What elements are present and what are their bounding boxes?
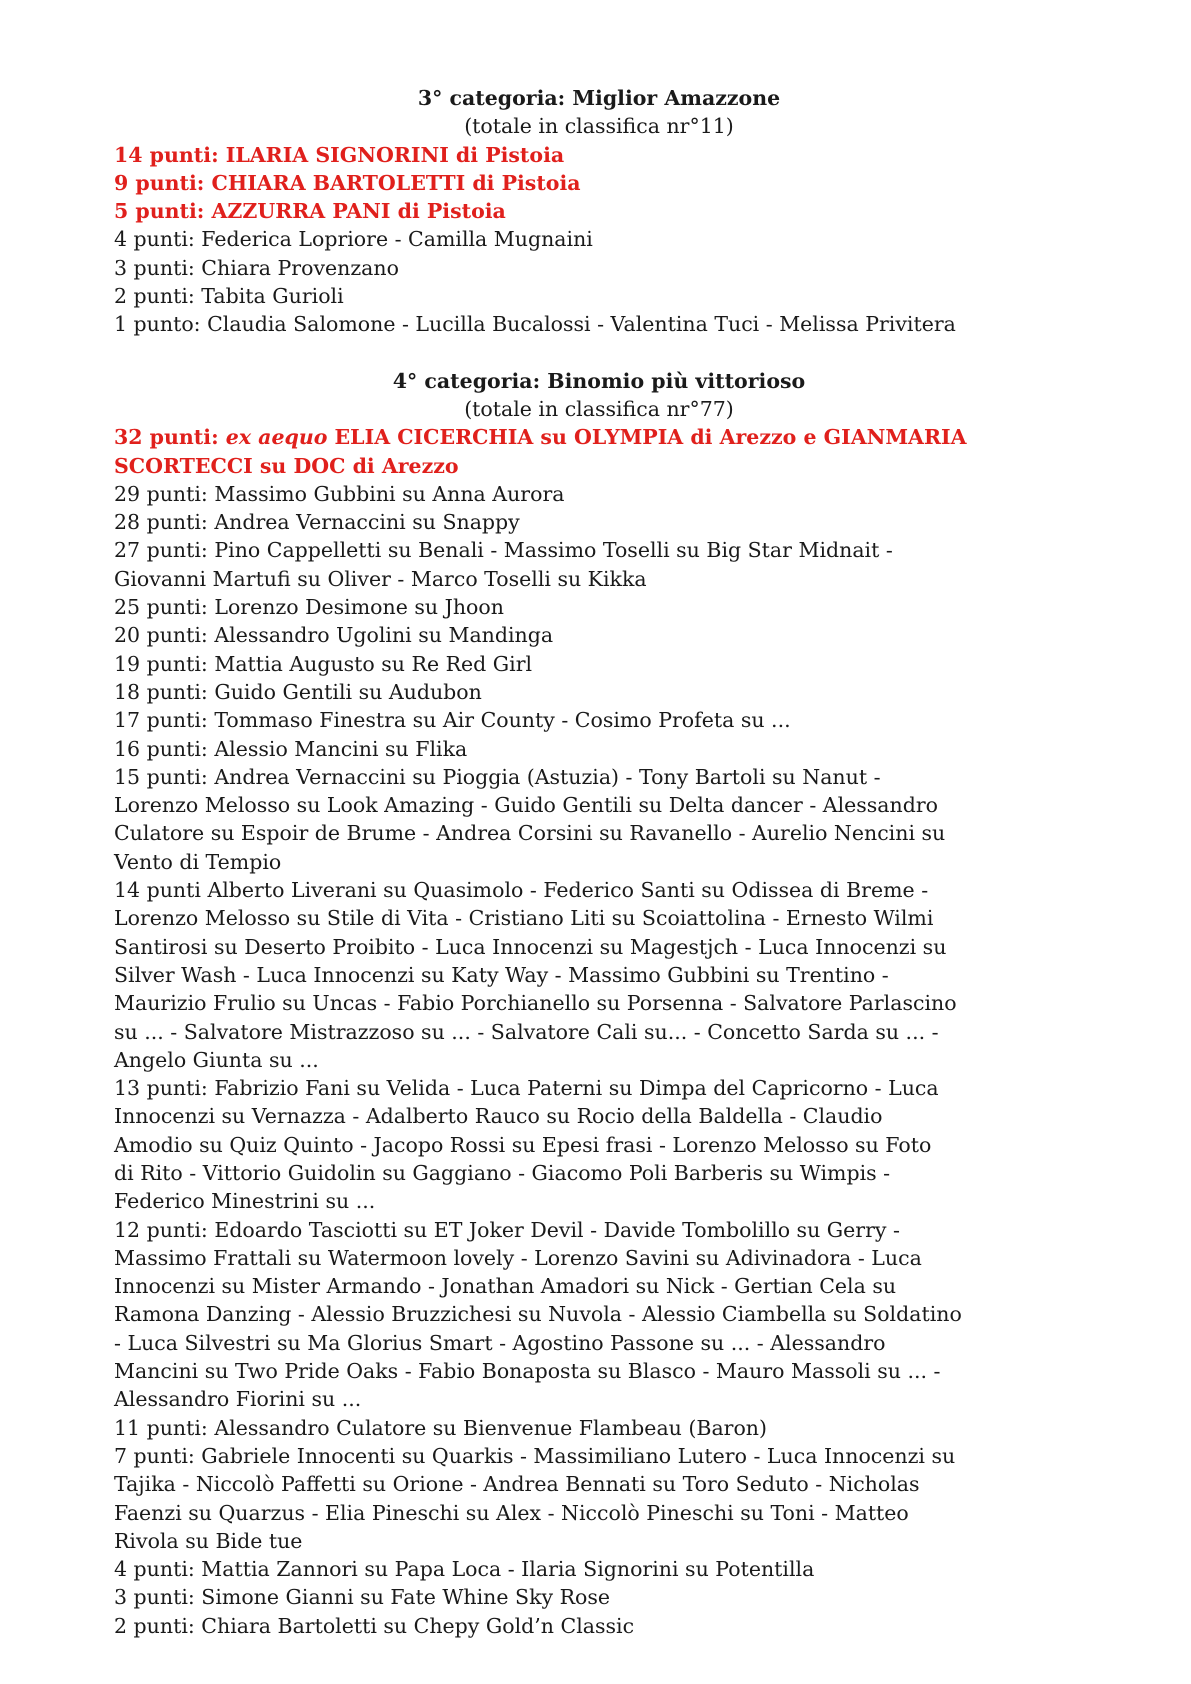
ranking-line: Rivola su Bide tue bbox=[114, 1528, 303, 1553]
section-heading: 3° categoria: Miglior Amazzone bbox=[417, 86, 781, 110]
winner-line: SCORTECCI su DOC di Arezzo bbox=[114, 453, 459, 478]
ranking-line: 19 punti: Mattia Augusto su Re Red Girl bbox=[114, 651, 533, 676]
ranking-line: - Luca Silvestri su Ma Glorius Smart - Agostino Passone su ... - Alessandro bbox=[114, 1330, 886, 1355]
ranking-line: 27 punti: Pino Cappelletti su Benali - Massimo Toselli su Big Star Midnait - bbox=[114, 538, 893, 563]
ranking-line: Amodio su Quiz Quinto - Jacopo Rossi su Epesi frasi - Lorenzo Melosso su Foto bbox=[114, 1132, 932, 1157]
ranking-line: di Rito - Vittorio Guidolin su Gaggiano - Giacomo Poli Barberis su Wimpis - bbox=[114, 1160, 891, 1185]
section-category-4 bbox=[114, 367, 1084, 1640]
winner-points: 32 punti: bbox=[114, 425, 226, 450]
winner-line bbox=[114, 423, 1084, 451]
ranking-line: 25 punti: Lorenzo Desimone su Jhoon bbox=[114, 595, 504, 620]
ranking-line: 11 punti: Alessandro Culatore su Bienvenue Flambeau (Baron) bbox=[114, 1415, 768, 1440]
section-category-3 bbox=[114, 84, 1084, 339]
ranking-line: 4 punti: Federica Lopriore - Camilla Mugnaini bbox=[114, 227, 593, 252]
ranking-line: 1 punto: Claudia Salomone - Lucilla Bucalossi - Valentina Tuci - Melissa Privitera bbox=[114, 312, 956, 337]
ranking-line: Faenzi su Quarzus - Elia Pineschi su Alex - Niccolò Pineschi su Toni - Matteo bbox=[114, 1500, 909, 1525]
section-heading: 4° categoria: Binomio più vittorioso bbox=[392, 368, 806, 393]
ranking-line: Mancini su Two Pride Oaks - Fabio Bonaposta su Blasco - Mauro Massoli su ... - bbox=[114, 1359, 941, 1384]
section-subheading: (totale in classifica nr°11) bbox=[464, 114, 734, 139]
ranking-line: Alessandro Fiorini su ... bbox=[114, 1387, 362, 1412]
ranking-line: Silver Wash - Luca Innocenzi su Katy Way - Massimo Gubbini su Trentino - bbox=[114, 962, 889, 987]
winner-line: 5 punti: AZZURRA PANI di Pistoia bbox=[114, 199, 506, 224]
ranking-line: 2 punti: Tabita Gurioli bbox=[114, 284, 344, 309]
ranking-line: 13 punti: Fabrizio Fani su Velida - Luca Paterni su Dimpa del Capricorno - Luca bbox=[114, 1076, 939, 1101]
ex-aequo-text: ex aequo bbox=[225, 425, 328, 450]
ranking-line: 18 punti: Guido Gentili su Audubon bbox=[114, 679, 482, 704]
ranking-line: Federico Minestrini su ... bbox=[114, 1189, 376, 1214]
ranking-line: Tajika - Niccolò Paffetti su Orione - Andrea Bennati su Toro Seduto - Nicholas bbox=[114, 1472, 920, 1497]
ranking-line: Vento di Tempio bbox=[114, 849, 282, 874]
ranking-line: Culatore su Espoir de Brume - Andrea Corsini su Ravanello - Aurelio Nencini su bbox=[114, 821, 946, 846]
ranking-line: Massimo Frattali su Watermoon lovely - Lorenzo Savini su Adivinadora - Luca bbox=[114, 1245, 922, 1270]
ranking-line: Maurizio Frulio su Uncas - Fabio Porchianello su Porsenna - Salvatore Parlascino bbox=[114, 991, 957, 1016]
ranking-line: Santirosi su Deserto Proibito - Luca Innocenzi su Magestjch - Luca Innocenzi su bbox=[114, 934, 947, 959]
ranking-line: 2 punti: Chiara Bartoletti su Chepy Gold’n Classic bbox=[114, 1613, 635, 1638]
winner-names: ELIA CICERCHIA su OLYMPIA di Arezzo e GIANMARIA bbox=[327, 425, 967, 450]
ranking-line: Ramona Danzing - Alessio Bruzzichesi su Nuvola - Alessio Ciambella su Soldatino bbox=[114, 1302, 962, 1327]
document-content bbox=[114, 84, 1084, 1640]
winner-line: 14 punti: ILARIA SIGNORINI di Pistoia bbox=[114, 142, 565, 167]
ranking-line: 29 punti: Massimo Gubbini su Anna Aurora bbox=[114, 481, 565, 506]
ranking-line: 16 punti: Alessio Mancini su Flika bbox=[114, 736, 468, 761]
winner-line: 9 punti: CHIARA BARTOLETTI di Pistoia bbox=[114, 170, 581, 195]
ranking-line: su ... - Salvatore Mistrazzoso su ... - Salvatore Cali su... - Concetto Sarda su ... - bbox=[114, 1019, 939, 1044]
ranking-line: Lorenzo Melosso su Look Amazing - Guido Gentili su Delta dancer - Alessandro bbox=[114, 793, 938, 818]
ranking-line: 3 punti: Simone Gianni su Fate Whine Sky Rose bbox=[114, 1585, 611, 1610]
ranking-line: 14 punti Alberto Liverani su Quasimolo - Federico Santi su Odissea di Breme - bbox=[114, 878, 929, 903]
ranking-line: 7 punti: Gabriele Innocenti su Quarkis - Massimiliano Lutero - Luca Innocenzi su bbox=[114, 1443, 956, 1468]
section-spacer bbox=[114, 339, 1084, 367]
ranking-line: 28 punti: Andrea Vernaccini su Snappy bbox=[114, 510, 520, 535]
ranking-line: Innocenzi su Vernazza - Adalberto Rauco su Rocio della Baldella - Claudio bbox=[114, 1104, 883, 1129]
ranking-line: Lorenzo Melosso su Stile di Vita - Cristiano Liti su Scoiattolina - Ernesto Wilmi bbox=[114, 906, 934, 931]
ranking-line: 3 punti: Chiara Provenzano bbox=[114, 255, 399, 280]
ranking-line: 15 punti: Andrea Vernaccini su Pioggia (Astuzia) - Tony Bartoli su Nanut - bbox=[114, 764, 881, 789]
ranking-line: 20 punti: Alessandro Ugolini su Mandinga bbox=[114, 623, 554, 648]
ranking-line: Giovanni Martufi su Oliver - Marco Toselli su Kikka bbox=[114, 566, 647, 591]
ranking-line: 12 punti: Edoardo Tasciotti su ET Joker Devil - Davide Tombolillo su Gerry - bbox=[114, 1217, 900, 1242]
ranking-line: 17 punti: Tommaso Finestra su Air County - Cosimo Profeta su ... bbox=[114, 708, 791, 733]
ranking-line: Angelo Giunta su ... bbox=[114, 1047, 319, 1072]
ranking-line: Innocenzi su Mister Armando - Jonathan Amadori su Nick - Gertian Cela su bbox=[114, 1274, 897, 1299]
ranking-line: 4 punti: Mattia Zannori su Papa Loca - Ilaria Signorini su Potentilla bbox=[114, 1557, 815, 1582]
section-subheading: (totale in classifica nr°77) bbox=[464, 396, 734, 421]
